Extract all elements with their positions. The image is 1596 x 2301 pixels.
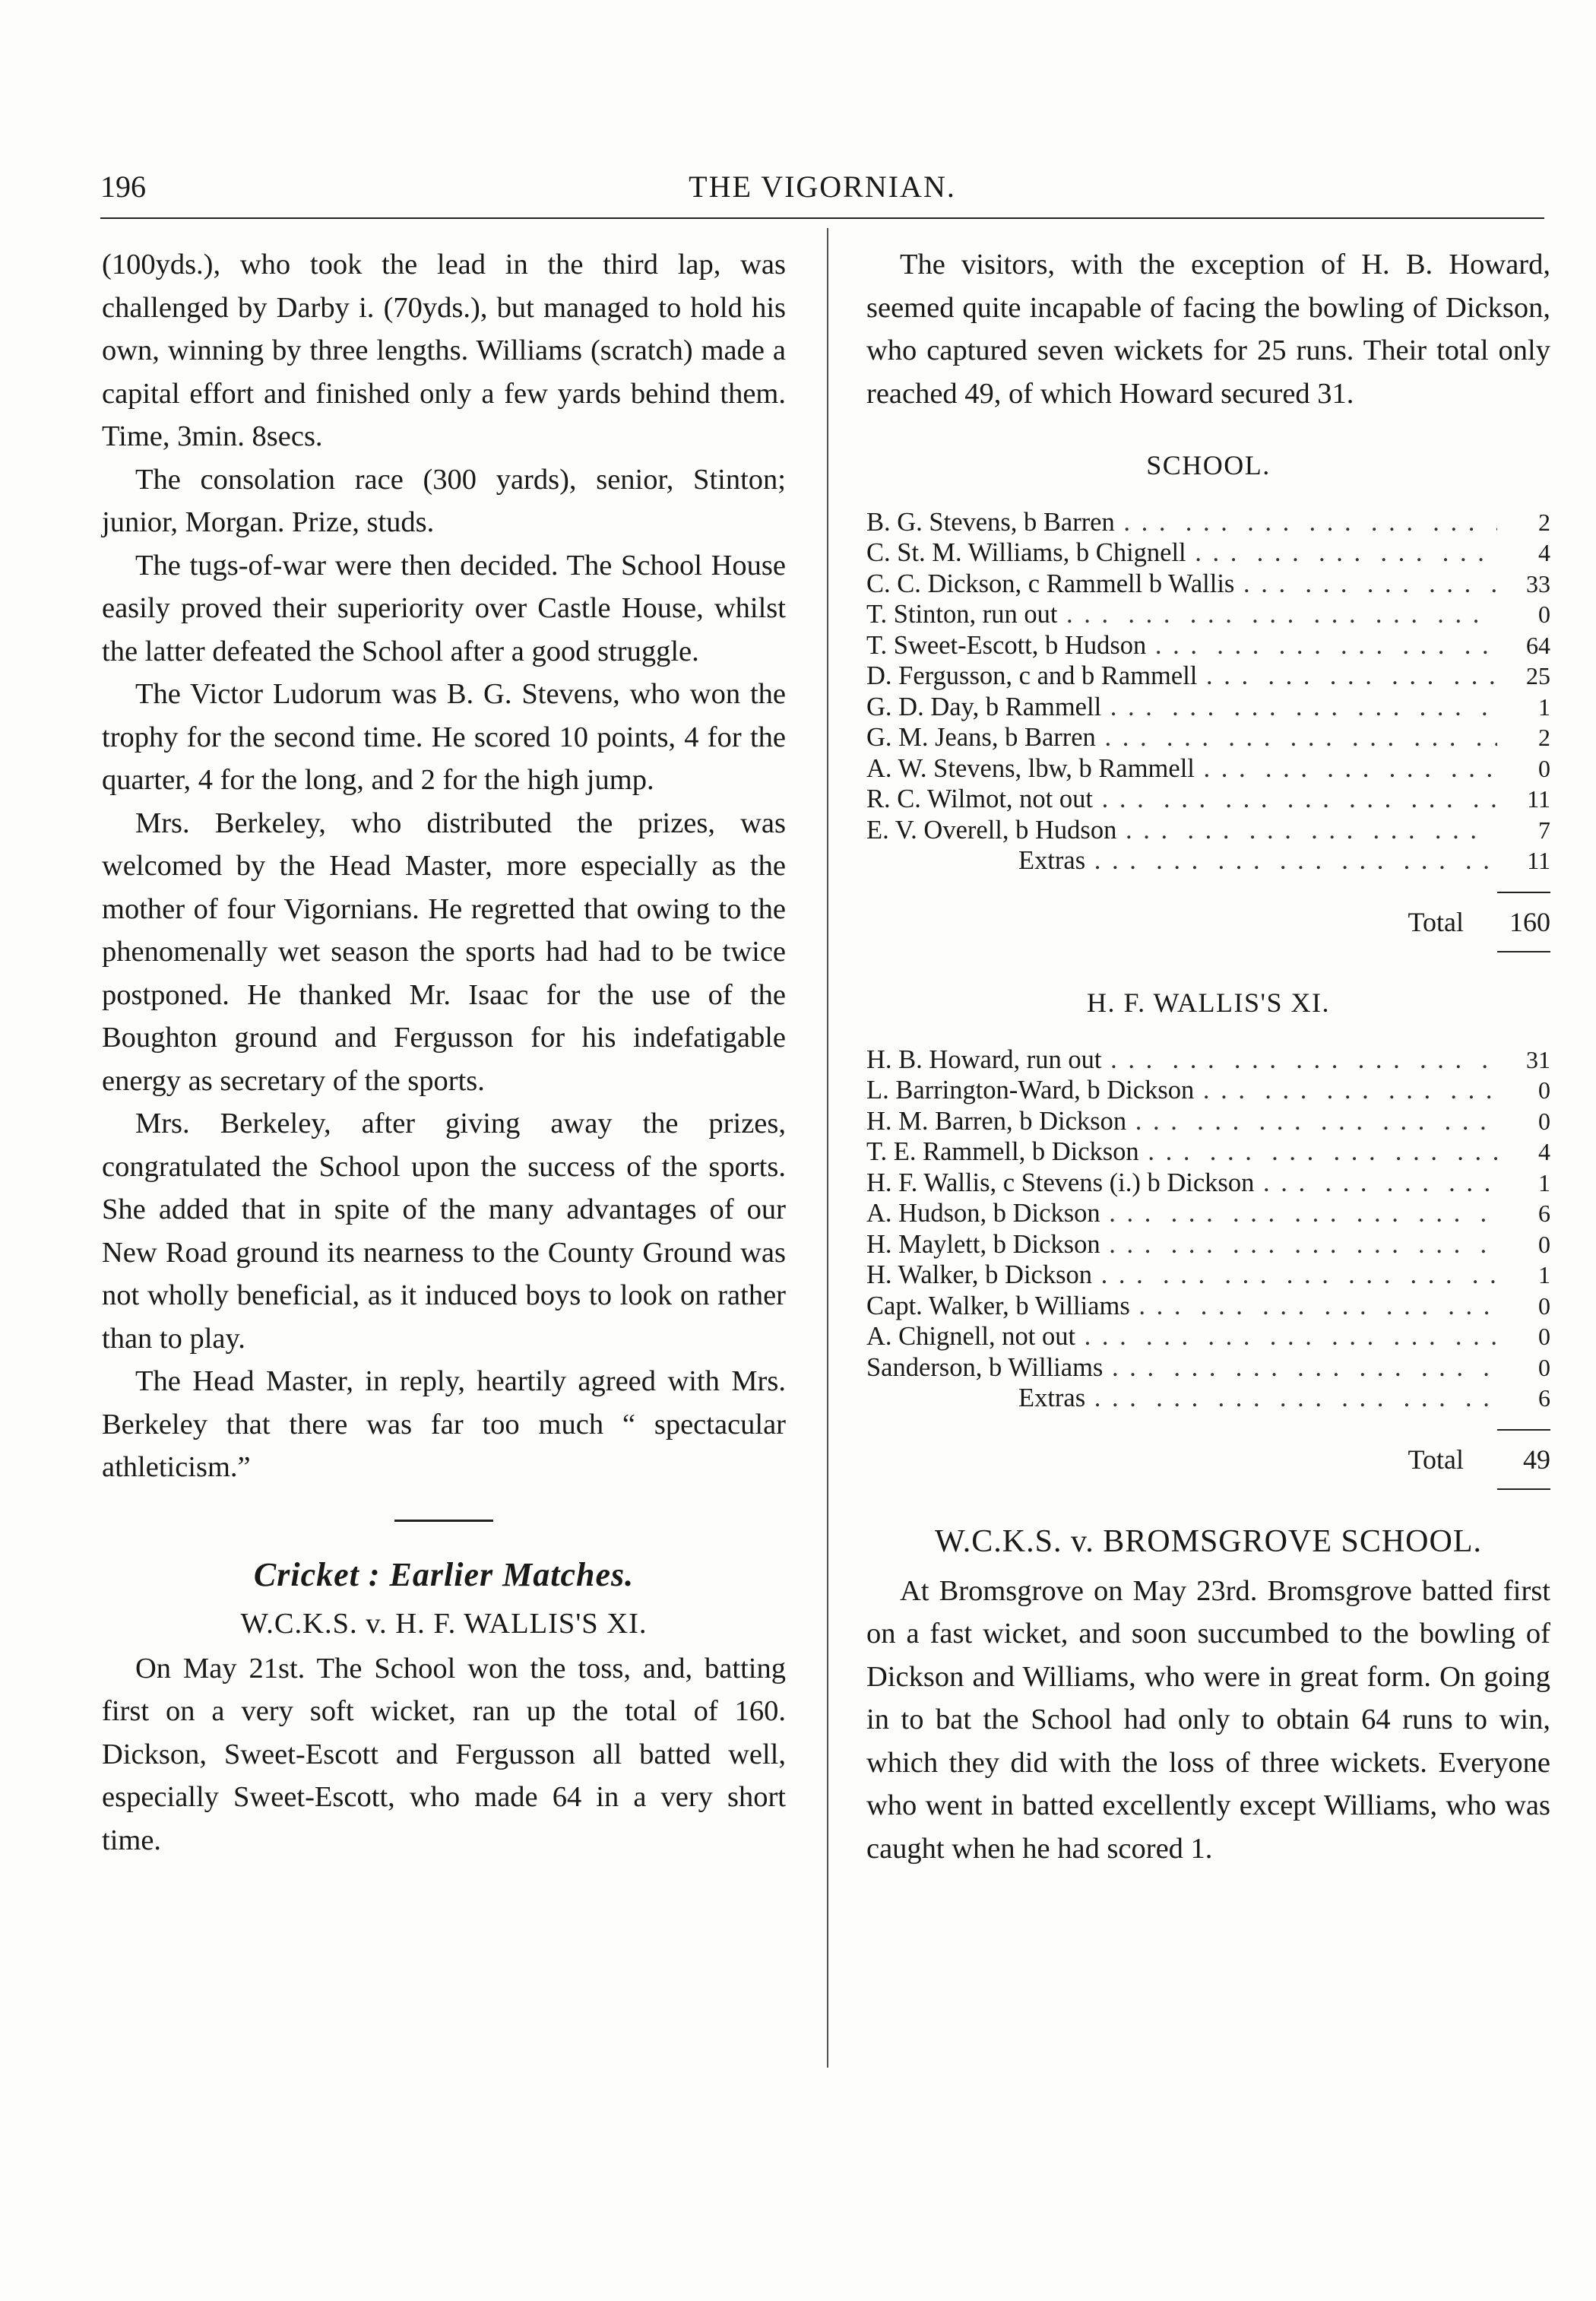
batsman-row: [866, 1321, 1550, 1352]
extras-row: [866, 1383, 1550, 1414]
batsman-runs: 0: [1538, 1230, 1550, 1258]
total-label: Total: [1408, 1444, 1464, 1475]
total-value: 49: [1523, 1444, 1550, 1475]
batsman-runs: 2: [1538, 508, 1550, 536]
batsman-name: G. D. Day, b Rammell . . .: [866, 692, 1497, 723]
scorecard-school: [866, 507, 1550, 876]
batsman-name: B. G. Stevens, b Barren . . .: [866, 507, 1497, 538]
paragraph: The tugs-of-war were then decided. The School House easily proved their superiority over Castle House, whilst the latter defeated the School after a good struggle.: [102, 549, 786, 667]
batsman-row: [866, 599, 1550, 630]
batsman-name: A. W. Stevens, lbw, b Rammell . . .: [866, 753, 1497, 784]
batsman-row: [866, 1044, 1550, 1076]
batsman-row: [866, 1168, 1550, 1199]
total-row: [866, 1438, 1550, 1482]
batsman-name: H. Maylett, b Dickson . . .: [866, 1229, 1497, 1260]
team-heading-wallis: H. F. WALLIS'S XI.: [1087, 987, 1330, 1018]
page-header: [100, 169, 1544, 214]
batsman-runs: 64: [1526, 631, 1550, 659]
match-heading: W.C.K.S. v. BROMSGROVE SCHOOL.: [934, 1524, 1482, 1559]
scorecard-wallis: [866, 1044, 1550, 1414]
right-column: [866, 243, 1550, 1870]
batsman-row: [866, 1198, 1550, 1229]
header-rule: [100, 217, 1544, 219]
batsman-runs: 4: [1538, 1138, 1550, 1165]
batsman-name: Capt. Walker, b Williams . . .: [866, 1291, 1497, 1322]
batsman-name: C. St. M. Williams, b Chignell . . .: [866, 537, 1497, 569]
paragraph: (100yds.), who took the lead in the third lap, was challenged by Darby i. (70yds.), but managed to hold his own, winning by three lengths. Williams (scratch) made a capital effort and finished only a few yards behind them. Time, 3min. 8secs.: [102, 249, 786, 452]
paragraph: Mrs. Berkeley, after giving away the prizes, congratulated the School upon the success of the sports. She added that in spite of the many advantages of our New Road ground its nearness to the County Ground was not wholly beneficial, as it induced boys to look on rather than to play.: [102, 1108, 786, 1355]
total-rule: [1497, 892, 1550, 893]
batsman-row: [866, 630, 1550, 661]
paragraph: On May 21st. The School won the toss, and, batting first on a very soft wicket, ran up the total of 160. Dickson, Sweet-Escott and Fergusson all batted well, especially Sweet-Escott, who made 64 in a very short time.: [102, 1652, 786, 1856]
batsman-row: [866, 815, 1550, 846]
batsman-row: [866, 1291, 1550, 1322]
batsman-runs: 0: [1538, 601, 1550, 628]
batsman-row: [866, 537, 1550, 569]
batsman-runs: 0: [1538, 1353, 1550, 1381]
batsman-name: R. C. Wilmot, not out . . .: [866, 784, 1497, 815]
batsman-name: T. E. Rammell, b Dickson . . .: [866, 1136, 1497, 1168]
batsman-row: [866, 1229, 1550, 1260]
batsman-row: [866, 692, 1550, 723]
paragraph: At Bromsgrove on May 23rd. Bromsgrove batted first on a fast wicket, and soon succumbed to the bowling of Dickson and Williams, who were in great form. On going in to bat the School had only to obtain 64 runs to win, which they did with the loss of three wickets. Everyone who went in batted excellently except Williams, who was caught when he had scored 1.: [866, 1574, 1550, 1865]
batsman-runs: 7: [1538, 816, 1550, 844]
section-heading: Cricket : Earlier Matches.: [253, 1555, 635, 1593]
batsman-row: [866, 1352, 1550, 1383]
batsman-runs: 0: [1538, 1292, 1550, 1320]
team-heading-school: SCHOOL.: [1146, 450, 1271, 480]
batsman-runs: 6: [1538, 1200, 1550, 1227]
batsman-name: H. Walker, b Dickson . . .: [866, 1260, 1497, 1291]
batsman-name: E. V. Overell, b Hudson . . .: [866, 815, 1497, 846]
batsman-name: H. B. Howard, run out . . .: [866, 1044, 1497, 1076]
extras-runs: 6: [1538, 1384, 1550, 1412]
total-rule: [1497, 1429, 1550, 1431]
section-divider: [394, 1520, 493, 1522]
batsman-name: G. M. Jeans, b Barren . . .: [866, 722, 1497, 753]
extras-label: Extras . . .: [866, 845, 1497, 876]
batsman-name: C. C. Dickson, c Rammell b Wallis . . .: [866, 569, 1497, 600]
left-column: [102, 243, 786, 1862]
batsman-row: [866, 569, 1550, 600]
batsman-name: A. Hudson, b Dickson . . .: [866, 1198, 1497, 1229]
batsman-row: [866, 1106, 1550, 1137]
batsman-runs: 0: [1538, 1107, 1550, 1135]
batsman-row: [866, 1075, 1550, 1106]
batsman-runs: 1: [1538, 693, 1550, 721]
batsman-runs: 11: [1527, 785, 1550, 813]
batsman-runs: 2: [1538, 724, 1550, 751]
batsman-runs: 0: [1538, 1323, 1550, 1350]
batsman-name: T. Sweet-Escott, b Hudson . . .: [866, 630, 1497, 661]
batsman-runs: 33: [1526, 569, 1550, 597]
total-value: 160: [1509, 906, 1550, 937]
batsman-row: [866, 507, 1550, 538]
extras-label: Extras . . .: [866, 1383, 1497, 1414]
total-rule: [1497, 951, 1550, 952]
paragraph: The consolation race (300 yards), senior, Stinton; junior, Morgan. Prize, studs.: [102, 463, 786, 538]
paragraph: The Head Master, in reply, heartily agreed with Mrs. Berkeley that there was far too much “ spectacular athleticism.”: [102, 1365, 786, 1483]
batsman-row: [866, 722, 1550, 753]
batsman-row: [866, 784, 1550, 815]
running-title: THE VIGORNIAN.: [689, 170, 956, 204]
batsman-name: A. Chignell, not out . . .: [866, 1321, 1497, 1352]
total-row: [866, 901, 1550, 944]
match-heading: W.C.K.S. v. H. F. WALLIS'S XI.: [240, 1608, 648, 1640]
batsman-row: [866, 661, 1550, 692]
page-number: 196: [100, 170, 146, 204]
paragraph: Mrs. Berkeley, who distributed the prizes, was welcomed by the Head Master, more especially as the mother of four Vigornians. He regretted that owing to the phenomenally wet season the sports had had to be twice postponed. He thanked Mr. Isaac for the use of the Boughton ground and Fergusson for his indefatigable energy as secretary of the sports.: [102, 807, 786, 1097]
batsman-runs: 1: [1538, 1261, 1550, 1288]
batsman-runs: 1: [1538, 1168, 1550, 1196]
batsman-row: [866, 1136, 1550, 1168]
batsman-name: L. Barrington-Ward, b Dickson . . .: [866, 1075, 1497, 1106]
extras-row: [866, 845, 1550, 876]
batsman-name: Sanderson, b Williams . . .: [866, 1352, 1497, 1383]
paragraph: The Victor Ludorum was B. G. Stevens, who won the trophy for the second time. He scored 10 points, 4 for the quarter, 4 for the long, and 2 for the high jump.: [102, 678, 786, 796]
batsman-row: [866, 753, 1550, 784]
batsman-runs: 31: [1526, 1045, 1550, 1073]
batsman-name: H. M. Barren, b Dickson . . .: [866, 1106, 1497, 1137]
batsman-name: T. Stinton, run out . . .: [866, 599, 1497, 630]
batsman-name: H. F. Wallis, c Stevens (i.) b Dickson . . .: [866, 1168, 1497, 1199]
batsman-runs: 0: [1538, 754, 1550, 782]
extras-runs: 11: [1527, 847, 1550, 874]
paragraph: The visitors, with the exception of H. B. Howard, seemed quite incapable of facing the bowling of Dickson, who captured seven wickets for 25 runs. Their total only reached 49, of which Howard secured 31.: [866, 249, 1550, 410]
batsman-row: [866, 1260, 1550, 1291]
batsman-runs: 25: [1526, 662, 1550, 689]
batsman-name: D. Fergusson, c and b Rammell . . .: [866, 661, 1497, 692]
total-label: Total: [1408, 906, 1464, 937]
total-rule: [1497, 1488, 1550, 1490]
batsman-runs: 0: [1538, 1076, 1550, 1104]
batsman-runs: 4: [1538, 539, 1550, 566]
column-divider: [827, 228, 828, 2068]
